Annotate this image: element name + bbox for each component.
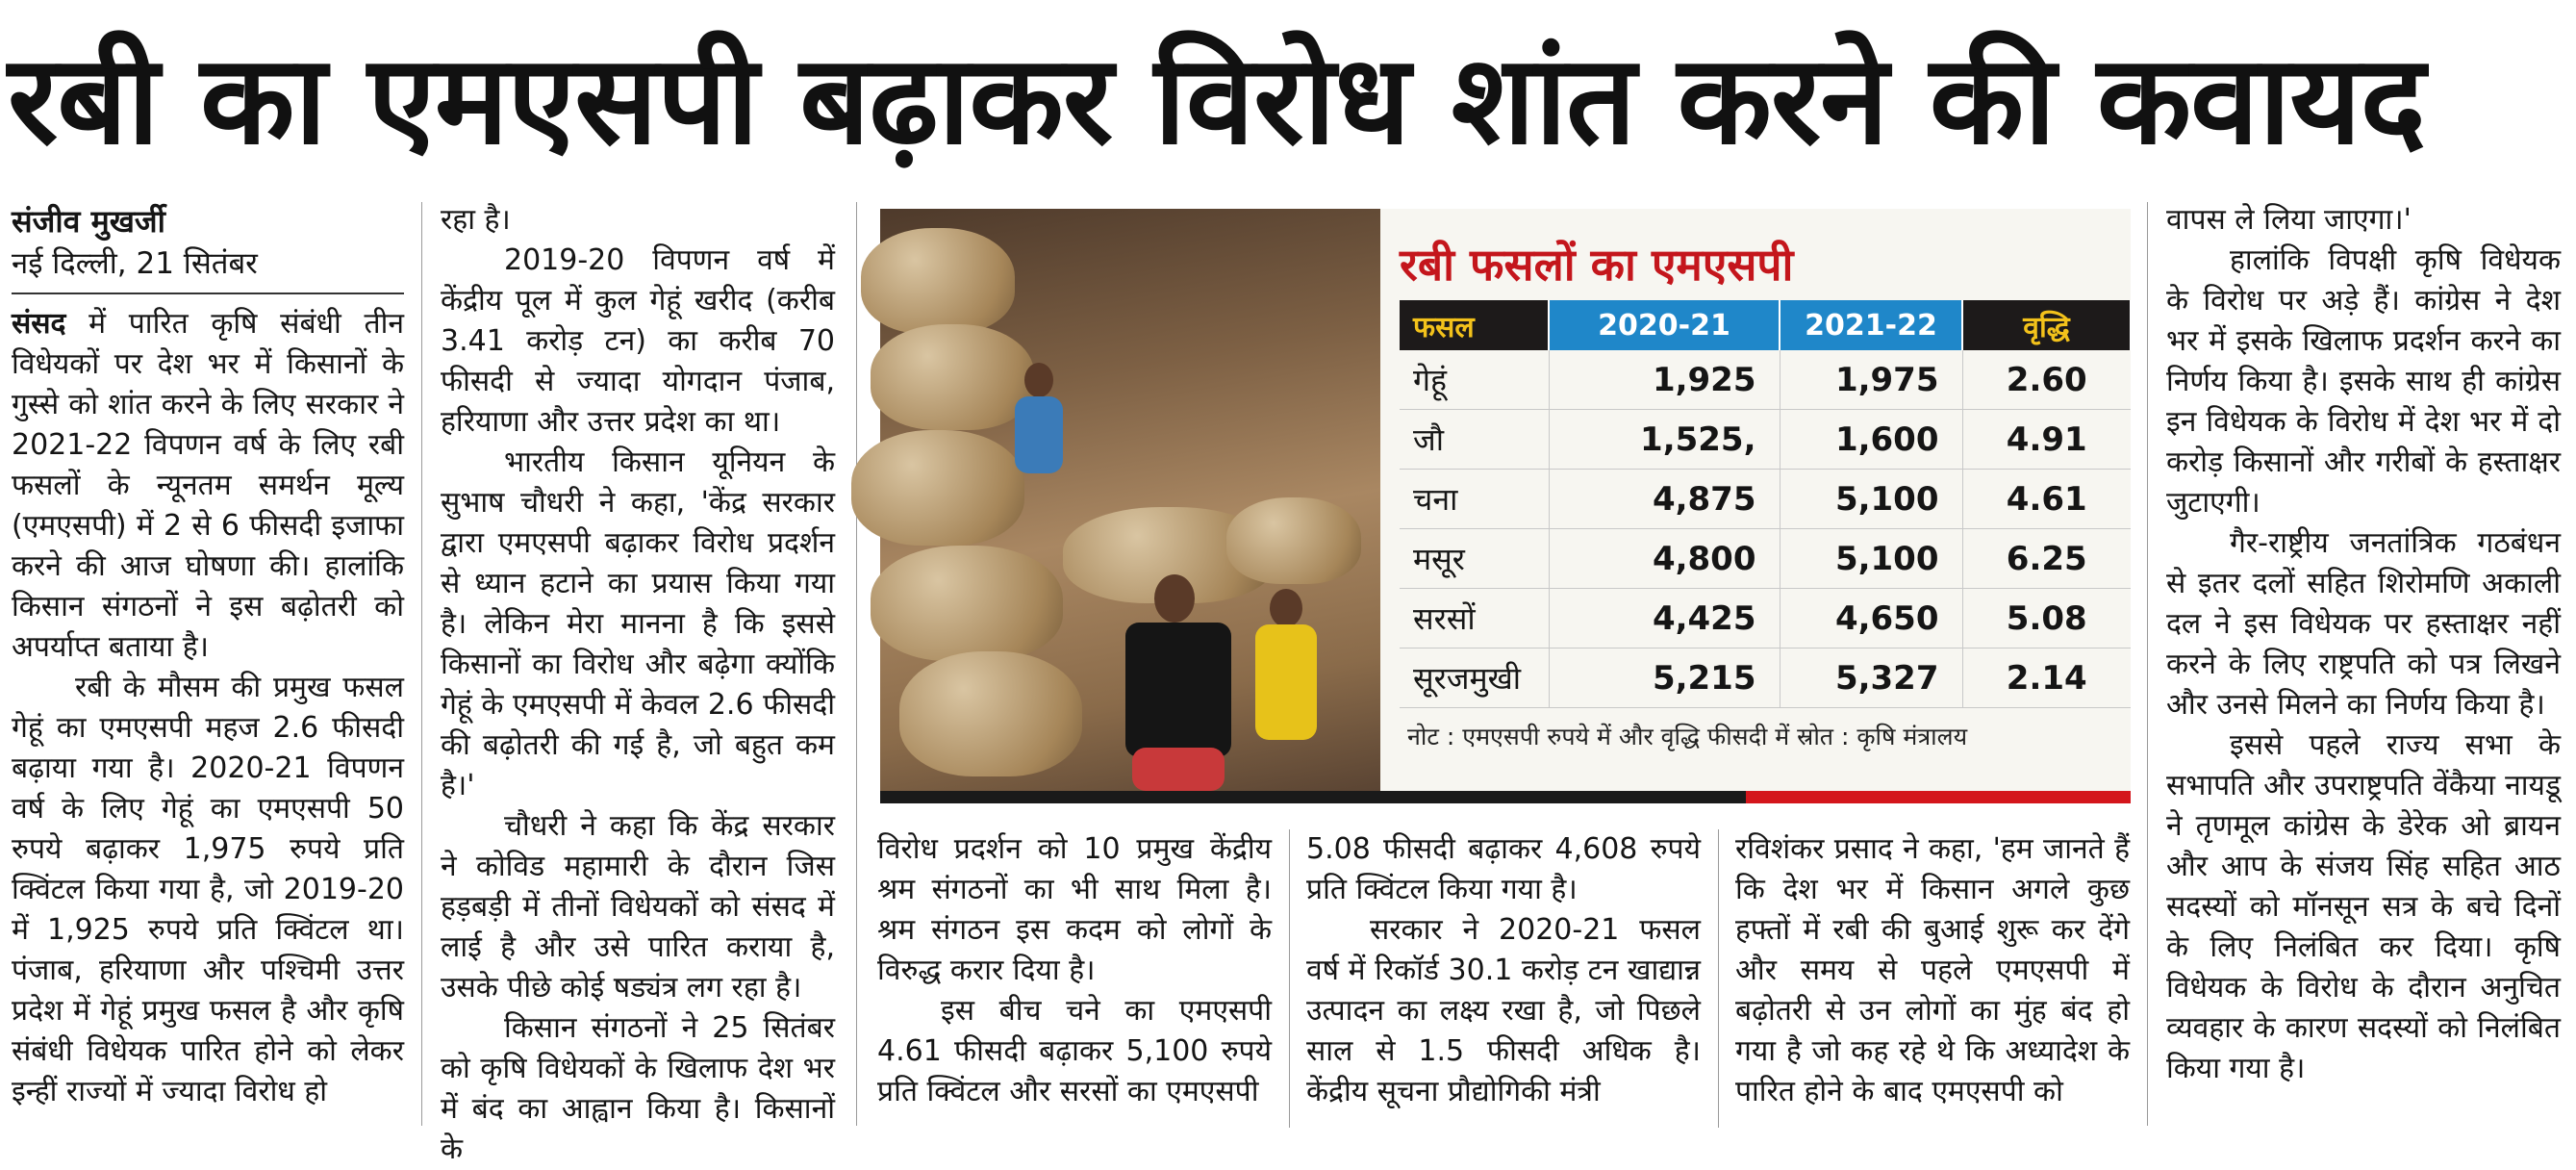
- grain-sack: [871, 546, 1063, 661]
- column-divider: [2147, 202, 2148, 1126]
- msp-table-panel: [1380, 209, 2131, 791]
- worker-head: [1024, 363, 1053, 397]
- headline: रबी का एमएसपी बढ़ाकर विरोध शांत करने की कवायद: [8, 29, 2425, 172]
- cell-crop: सूरजमुखी: [1400, 649, 1549, 708]
- cell-2021-22: 1,975: [1780, 350, 1962, 410]
- cell-2021-22: 1,600: [1780, 410, 1962, 470]
- cell-2020-21: 4,875: [1549, 470, 1780, 529]
- cell-growth: 4.61: [1962, 470, 2131, 529]
- cell-growth: 2.14: [1962, 649, 2131, 708]
- cell-growth: 6.25: [1962, 529, 2131, 589]
- column-divider: [1718, 829, 1719, 1128]
- column-divider: [1289, 829, 1290, 1128]
- worker-shirt: [1125, 623, 1231, 757]
- cell-crop: मसूर: [1400, 529, 1549, 589]
- col3-paragraph-2: इस बीच चने का एमएसपी 4.61 फीसदी बढ़ाकर 5,100 रुपये प्रति क्विंटल और सरसों का एमएसपी: [877, 994, 1272, 1108]
- col6-paragraph-0: वापस ले लिया जाएगा।': [2166, 203, 2412, 237]
- table-row: [1400, 350, 2131, 410]
- table-row: [1400, 410, 2131, 470]
- table-row: [1400, 649, 2131, 708]
- header-2020-21: 2020-21: [1549, 300, 1780, 350]
- worker-wrap: [1132, 748, 1225, 791]
- cell-crop: गेहूं: [1400, 350, 1549, 410]
- column-3: [877, 829, 1272, 1130]
- column-6: [2166, 200, 2561, 1130]
- cell-crop: चना: [1400, 470, 1549, 529]
- table-row: [1400, 470, 2131, 529]
- byline-divider: [12, 292, 404, 294]
- column-4: [1306, 829, 1701, 1130]
- column-2: [441, 200, 835, 1166]
- header-2021-22: 2021-22: [1780, 300, 1962, 350]
- col4-paragraph-2: सरकार ने 2020-21 फसल वर्ष में रिकॉर्ड 30.1 करोड़ टन खाद्यान्न उत्पादन का लक्ष्य रखा है, जो पिछले साल से 1.5 फीसदी अधिक है। केंद्रीय सूचना प्रौद्योगिकी मंत्री: [1306, 913, 1701, 1108]
- graphic-stripe-dark: [880, 791, 1746, 803]
- col1-paragraph-1: [12, 304, 404, 668]
- col6-paragraph-2: गैर-राष्ट्रीय जनतांत्रिक गठबंधन से इतर दलों सहित शिरोमणि अकाली दल ने इस विधेयक पर हस्ताक्षर नहीं करने के लिए राष्ट्रपति को पत्र लिखने और उनसे मिलने का निर्णय किया है।: [2166, 526, 2561, 722]
- table-title: रबी फसलों का एमएसपी: [1400, 239, 1794, 291]
- msp-graphic: [880, 209, 2131, 803]
- worker-shirt: [1255, 624, 1317, 740]
- col4-paragraph-1: 5.08 फीसदी बढ़ाकर 4,608 रुपये प्रति क्विंटल किया गया है।: [1306, 832, 1701, 906]
- col1-paragraph-2: रबी के मौसम की प्रमुख फसल गेहूं का एमएसपी महज 2.6 फीसदी बढ़ाया गया है। 2020-21 विपणन वर्ष के लिए गेहूं का एमएसपी 50 रुपये बढ़ाकर 1,975 रुपये प्रति क्विंटल किया गया है, जो 2019-20 में 1,925 रुपये प्रति क्विंटल था। पंजाब, हरियाणा और पश्चिमी उत्तर प्रदेश में गेहूं प्रमुख फसल है और कृषि संबंधी विधेयक पारित होने को लेकर इन्हीं राज्यों में ज्यादा विरोध हो: [12, 671, 404, 1108]
- cell-2021-22: 4,650: [1780, 589, 1962, 649]
- col5-paragraph-1: रविशंकर प्रसाद ने कहा, 'हम जानते हैं कि देश भर में किसान अगले कुछ हफ्तों में रबी की बुआई शुरू कर देंगे और समय से पहले एमएसपी में बढ़ोतरी से उन लोगों का मुंह बंद हो गया है जो कह रहे थे कि अध्यादेश के पारित होने के बाद एमएसपी को: [1735, 832, 2130, 1108]
- cell-2021-22: 5,100: [1780, 529, 1962, 589]
- cell-growth: 2.60: [1962, 350, 2131, 410]
- col2-paragraph-2: भारतीय किसान यूनियन के सुभाष चौधरी ने कहा, 'केंद्र सरकार द्वारा एमएसपी बढ़ाकर विरोध प्रदर्शन से ध्यान हटाने का प्रयास किया गया है। लेकिन मेरा मानना है कि इससे किसानों का विरोध और बढ़ेगा क्योंकि गेहूं के एमएसपी में केवल 2.6 फीसदी की बढ़ोतरी की गई है, जो बहुत कम है।': [441, 445, 835, 802]
- cell-growth: 5.08: [1962, 589, 2131, 649]
- grain-sack: [851, 430, 1024, 546]
- header-growth: वृद्धि: [1962, 300, 2131, 350]
- grain-sack: [899, 651, 1082, 776]
- col2-paragraph-1: 2019-20 विपणन वर्ष में केंद्रीय पूल में कुल गेहूं खरीद (करीब 3.41 करोड़ टन) का करीब 70 फीसदी से ज्यादा योगदान पंजाब, हरियाणा और उत्तर प्रदेश का था।: [441, 243, 835, 439]
- table-note: नोट : एमएसपी रुपये में और वृद्धि फीसदी में स्रोत : कृषि मंत्रालय: [1407, 723, 1968, 750]
- col2-paragraph-0: रहा है।: [441, 203, 511, 237]
- column-divider: [856, 202, 857, 1126]
- byline-place-date: नई दिल्ली, 21 सितंबर: [12, 246, 258, 281]
- table-row: [1400, 589, 2131, 649]
- table-row: [1400, 529, 2131, 589]
- table-header-row: [1400, 300, 2131, 350]
- column-5: [1735, 829, 2130, 1130]
- col3-paragraph-1: विरोध प्रदर्शन को 10 प्रमुख केंद्रीय श्रम संगठनों का भी साथ मिला है। श्रम संगठन इस कदम को लोगों के विरुद्ध करार दिया है।: [877, 832, 1272, 987]
- farm-workers-photo: [880, 209, 1380, 791]
- grain-sack: [1226, 497, 1361, 584]
- col1-paragraph-1-text: में पारित कृषि संबंधी तीन विधेयकों पर देश भर में किसानों के गुस्से को शांत करने के लिए सरकार ने 2021-22 विपणन वर्ष के लिए रबी फसलों के न्यूनतम समर्थन मूल्य (एमएसपी) में 2 से 6 फीसदी इजाफा करने की आज घोषणा की। हालांकि किसान संगठनों ने इस बढ़ोतरी को अपर्याप्त बताया है।: [12, 307, 404, 664]
- cell-2021-22: 5,100: [1780, 470, 1962, 529]
- worker-head: [1154, 574, 1195, 623]
- cell-growth: 4.91: [1962, 410, 2131, 470]
- cell-2020-21: 4,800: [1549, 529, 1780, 589]
- grain-sack: [871, 324, 1034, 430]
- column-divider: [421, 202, 422, 1126]
- graphic-stripe-red: [1746, 791, 2131, 803]
- cell-2020-21: 1,525,: [1549, 410, 1780, 470]
- cell-crop: जौ: [1400, 410, 1549, 470]
- msp-table: [1400, 300, 2132, 708]
- col6-paragraph-1: हालांकि विपक्षी कृषि विधेयक के विरोध पर अड़े हैं। कांग्रेस ने देश भर में इसके खिलाफ प्रदर्शन करने का निर्णय किया है। इसके साथ ही कांग्रेस इन विधेयक के विरोध में देश भर में दो करोड़ किसानों और गरीबों के हस्ताक्षर जुटाएगी।: [2166, 243, 2561, 520]
- col2-paragraph-3: चौधरी ने कहा कि केंद्र सरकार ने कोविड महामारी के दौरान जिस हड़बड़ी में तीनों विधेयकों को संसद में लाई है और उसे पारित कराया है, उसके पीछे कोई षड्यंत्र लग रहा है।: [441, 809, 835, 1005]
- byline-author: संजीव मुखर्जी: [12, 203, 165, 240]
- col2-paragraph-4: किसान संगठनों ने 25 सितंबर को कृषि विधेयकों के खिलाफ देश भर में बंद का आह्वान किया है। किसानों के: [441, 1011, 835, 1166]
- col6-paragraph-3: इससे पहले राज्य सभा के सभापति और उपराष्ट्रपति वेंकैया नायडू ने तृणमूल कांग्रेस के डेरेक ओ ब्रायन और आप के संजय सिंह सहित आठ सदस्यों को मॉनसून सत्र के बचे दिनों के लिए निलंबित कर दिया। कृषि विधेयक के विरोध के दौरान अनुचित व्यवहार के कारण सदस्यों को निलंबित किया गया है।: [2166, 728, 2561, 1085]
- grain-sack: [861, 228, 1015, 334]
- worker-head: [1270, 589, 1302, 627]
- worker-shirt: [1015, 396, 1063, 473]
- cell-2020-21: 1,925: [1549, 350, 1780, 410]
- cell-crop: सरसों: [1400, 589, 1549, 649]
- header-crop: फसल: [1400, 300, 1549, 350]
- lead-word: संसद: [12, 307, 66, 341]
- column-1: [12, 200, 404, 1130]
- cell-2020-21: 5,215: [1549, 649, 1780, 708]
- cell-2020-21: 4,425: [1549, 589, 1780, 649]
- cell-2021-22: 5,327: [1780, 649, 1962, 708]
